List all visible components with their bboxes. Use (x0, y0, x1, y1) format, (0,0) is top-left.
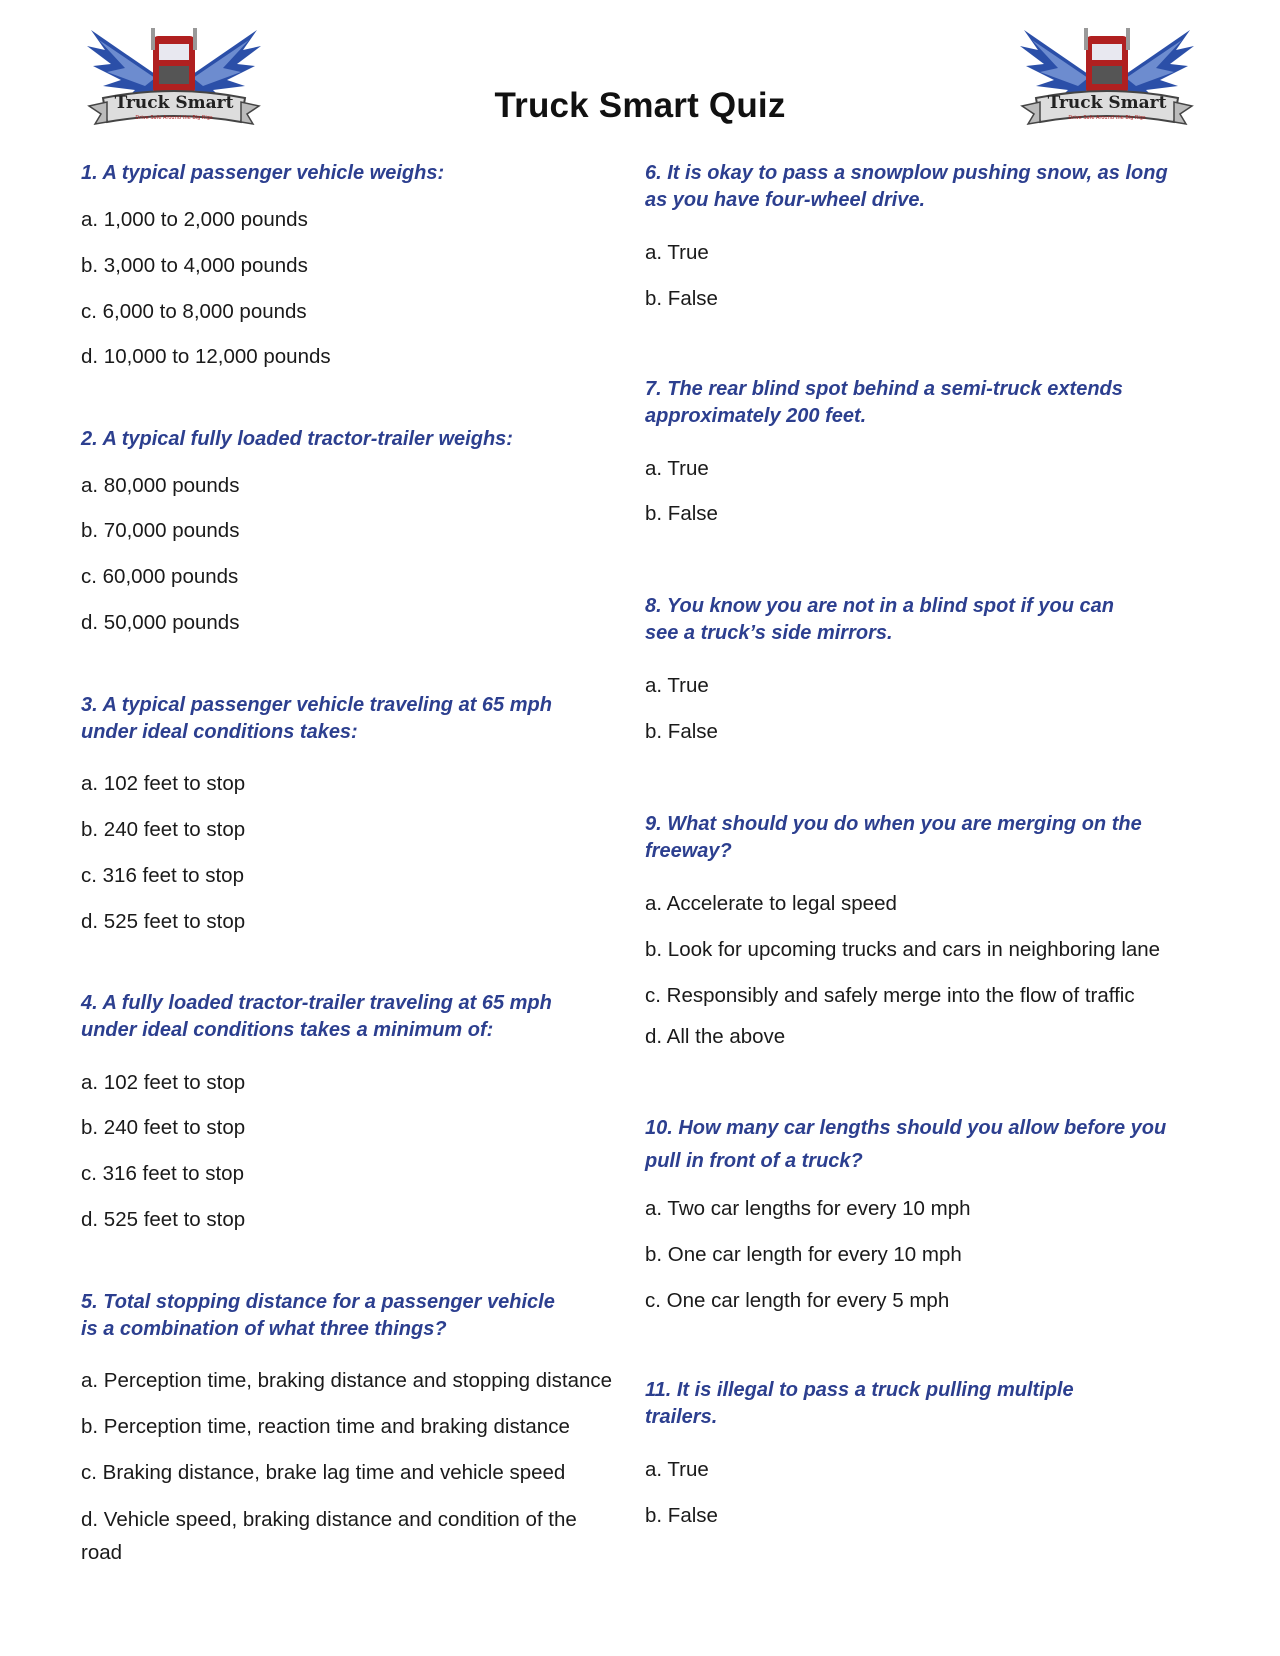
option-c[interactable]: c. 60,000 pounds (81, 565, 239, 588)
option-b[interactable]: b. 3,000 to 4,000 pounds (81, 254, 308, 277)
svg-text:Truck Smart: Truck Smart (1047, 93, 1167, 113)
question-text-line-1: 8. You know you are not in a blind spot if you can (645, 595, 1114, 617)
question-text-line-2: see a truck’s side mirrors. (645, 622, 893, 644)
question-text-line-2: approximately 200 feet. (645, 405, 867, 427)
question-3 (81, 692, 641, 933)
option-b[interactable]: b. 240 feet to stop (81, 1116, 246, 1139)
question-text-line-1: 9. What should you do when you are merging on the (645, 813, 1142, 835)
option-a[interactable]: a. True (645, 1458, 709, 1481)
option-c[interactable]: c. 316 feet to stop (81, 1162, 244, 1185)
question-6 (645, 160, 1205, 310)
svg-text:Drive Safe Around the Big Rigs: Drive Safe Around the Big Rigs (135, 115, 213, 121)
option-b[interactable]: b. False (645, 502, 718, 525)
option-a[interactable]: a. 102 feet to stop (81, 772, 246, 795)
question-text-line-2: under ideal conditions takes a minimum of: (81, 1019, 494, 1041)
question-text-line-1: 3. A typical passenger vehicle traveling at 65 mph (81, 694, 552, 716)
option-c[interactable]: c. 316 feet to stop (81, 864, 244, 887)
question-text-line-2: as you have four-wheel drive. (645, 189, 926, 211)
option-b[interactable]: b. False (645, 720, 718, 743)
option-b[interactable]: b. One car length for every 10 mph (645, 1243, 962, 1266)
question-4 (81, 990, 641, 1231)
option-d[interactable]: d. All the above (645, 1025, 786, 1048)
option-a[interactable]: a. Perception time, braking distance and stopping distance (81, 1369, 613, 1392)
question-text-line-1: 5. Total stopping distance for a passenger vehicle (81, 1291, 555, 1313)
option-d[interactable]: d. 50,000 pounds (81, 611, 240, 634)
question-9 (645, 811, 1205, 1048)
option-a[interactable]: a. Two car lengths for every 10 mph (645, 1197, 971, 1220)
option-c[interactable]: c. 6,000 to 8,000 pounds (81, 300, 307, 323)
option-d[interactable]: d. Vehicle speed, braking distance and condition of the road (81, 1508, 577, 1564)
question-7 (645, 376, 1205, 525)
question-5 (81, 1289, 641, 1564)
question-11 (645, 1377, 1205, 1527)
option-c[interactable]: c. Responsibly and safely merge into the flow of traffic (645, 984, 1135, 1007)
option-d[interactable]: d. 525 feet to stop (81, 1208, 246, 1231)
option-a[interactable]: a. Accelerate to legal speed (645, 892, 897, 915)
option-b[interactable]: b. Perception time, reaction time and braking distance (81, 1415, 570, 1438)
question-text: 1. A typical passenger vehicle weighs: (81, 162, 445, 184)
option-a[interactable]: a. True (645, 241, 709, 264)
page-title: Truck Smart Quiz (494, 86, 786, 125)
question-10 (645, 1115, 1205, 1312)
svg-text:Drive Safe Around the Big Rigs: Drive Safe Around the Big Rigs (1068, 115, 1146, 121)
option-d[interactable]: d. 10,000 to 12,000 pounds (81, 345, 331, 368)
question-text-line-2: under ideal conditions takes: (81, 721, 358, 743)
question-text-line-2: pull in front of a truck? (645, 1150, 863, 1172)
question-1 (81, 160, 641, 368)
option-b[interactable]: b. False (645, 287, 718, 310)
option-b[interactable]: b. 240 feet to stop (81, 818, 246, 841)
question-text-line-1: 10. How many car lengths should you allow before you (645, 1117, 1167, 1139)
option-a[interactable]: a. 102 feet to stop (81, 1071, 246, 1094)
question-text-line-2: is a combination of what three things? (81, 1318, 447, 1340)
option-b[interactable]: b. False (645, 1504, 718, 1527)
question-text-line-2: freeway? (645, 840, 732, 862)
svg-text:Truck Smart: Truck Smart (114, 93, 234, 113)
option-c[interactable]: c. Braking distance, brake lag time and vehicle speed (81, 1461, 566, 1484)
question-text: 2. A typical fully loaded tractor-trailer weighs: (81, 428, 513, 450)
option-b[interactable]: b. 70,000 pounds (81, 519, 240, 542)
option-a[interactable]: a. 80,000 pounds (81, 474, 240, 497)
question-2 (81, 426, 641, 634)
question-text-line-1: 4. A fully loaded tractor-trailer traveling at 65 mph (81, 992, 552, 1014)
question-text-line-1: 6. It is okay to pass a snowplow pushing snow, as long (645, 162, 1168, 184)
question-text-line-2: trailers. (645, 1406, 718, 1428)
option-b[interactable]: b. Look for upcoming trucks and cars in neighboring lane (645, 938, 1161, 961)
option-a[interactable]: a. True (645, 457, 709, 480)
question-8 (645, 593, 1205, 743)
question-text-line-1: 7. The rear blind spot behind a semi-truck extends (645, 378, 1123, 400)
option-c[interactable]: c. One car length for every 5 mph (645, 1289, 950, 1312)
option-a[interactable]: a. 1,000 to 2,000 pounds (81, 208, 308, 231)
option-a[interactable]: a. True (645, 674, 709, 697)
question-text-line-1: 11. It is illegal to pass a truck pulling multiple (645, 1379, 1074, 1401)
option-d[interactable]: d. 525 feet to stop (81, 910, 246, 933)
